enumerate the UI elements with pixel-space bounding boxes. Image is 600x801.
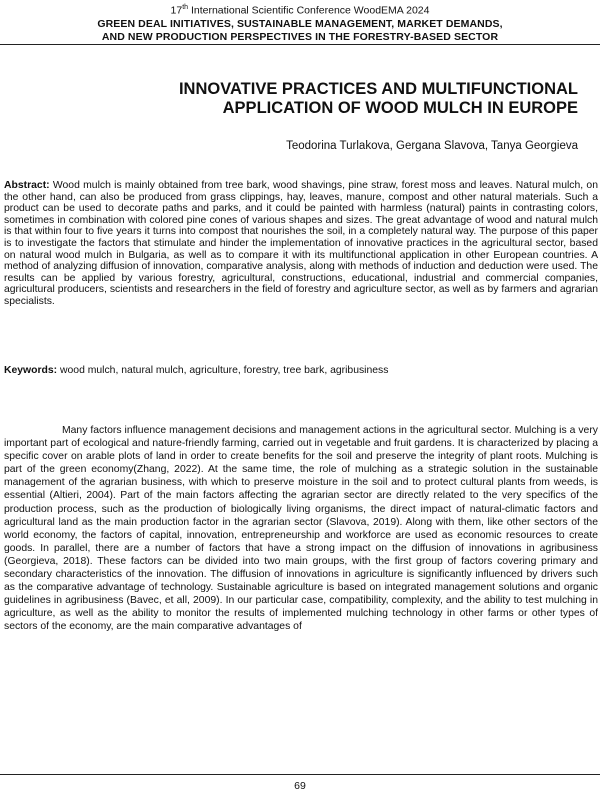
abstract-text: Wood mulch is mainly obtained from tree bark, wood shavings, pine straw, forest moss and leaves. Natural mulch, on the other hand, can also be produced from grass clippings, hay, leaves, manure, compost and other natural materials. Such a product can be used to decorate paths and parks, and it could be painted with harmless (natural) paints in contrasting colors, sometimes in combination with colored pine cones of various shapes and sizes. The great advantage of wood and natural mulch is that within four to five years it turns into compost that nourishes the soil, in a completely natural way. The purpose of this paper is to investigate the factors that stimulate and hinder the implementation of innovative practices in the agricultural sector, based on natural wood mulch in Bulgaria, as well as to compare it with its multifunctional application in other European countries. A method of analyzing diffusion of innovation, comparative analysis, along with methods of induction and deduction were used. The results can be applied by various forestry, agricultural, constructions, educational, industrial and commercial companies, agricultural producers, scientists and researchers in the field of forestry and agriculture sector, as well as by farmers and agrarian specialists. <box>4 180 598 307</box>
paper-title <box>18 80 578 118</box>
body-text <box>4 424 598 634</box>
body-paragraph: Many factors influence management decisions and management actions in the agricultural sector. Mulching is a very important part of ecological and nature-friendly farming, carried out in vegetable and fruit gardens. It is characterized by placing a specific cover on arable plots of land in order to create benefits for the soil and preserve the integrity of plant roots. Mulching is part of the green economy(Zhang, 2022). At the same time, the role of mulching as a strategic solution in the sustainable management of the agrarian business, with which to preserve moisture in the soil and to protect cultural plants from weeds, is essential (Altieri, 2004). Part of the main factors affecting the agrarian sector are directly related to the very specifics of the production process, such as the production of biologically living organisms, the direct impact of natural-climatic factors and agricultural land as the main production factor in the agrarian sector (Slavova, 2019). Along with them, like other sectors of the world economy, the factors of capital, innovation, entrepreneurship and workforce are used as economic resources to create goods. In parallel, there are a number of factors that have a strong impact on the diffusion of innovations in agribusiness (Georgieva, 2018). These factors can be divided into two main groups, with the first group of factors covering primary and secondary characteristics of the innovation. The diffusion of innovations in agriculture is significantly influenced by drivers such as the comparative advantage of technology. Sustainable agriculture is based on integrated management solutions and organic guidelines in agribusiness (Bavec, et all, 2009). In our particular case, compatibility, complexity, and the ability to test mulching in agriculture, as well as the ability to monitor the results of implemented mulching technology in other farms or other types of sectors of the economy, are the main comparative advantages of <box>4 425 598 633</box>
paper-authors: Teodorina Turlakova, Gergana Slavova, Tanya Georgieva <box>286 140 578 152</box>
conference-theme-line-1: GREEN DEAL INITIATIVES, SUSTAINABLE MANAGEMENT, MARKET DEMANDS, <box>97 17 503 30</box>
page-number: 69 <box>294 780 306 792</box>
conference-theme-line-2: AND NEW PRODUCTION PERSPECTIVES IN THE FORESTRY-BASED SECTOR <box>101 30 499 43</box>
abstract-section <box>4 180 598 308</box>
conference-name: International Scientific Conference WoodEMA 2024 <box>190 4 430 17</box>
keywords-text: wood mulch, natural mulch, agriculture, forestry, tree bark, agribusiness <box>60 365 389 376</box>
conference-ordinal: th <box>182 4 189 11</box>
conference-number: 17 <box>170 4 183 17</box>
keywords-label: Keywords: <box>4 365 58 376</box>
keywords-section <box>4 365 598 377</box>
page-footer <box>0 774 600 801</box>
abstract-label: Abstract: <box>4 180 50 191</box>
paper-title-line-2: APPLICATION OF WOOD MULCH IN EUROPE <box>222 99 578 117</box>
conference-line <box>0 1 600 18</box>
running-header <box>0 0 600 45</box>
paper-title-line-1: INNOVATIVE PRACTICES AND MULTIFUNCTIONAL <box>178 80 578 98</box>
